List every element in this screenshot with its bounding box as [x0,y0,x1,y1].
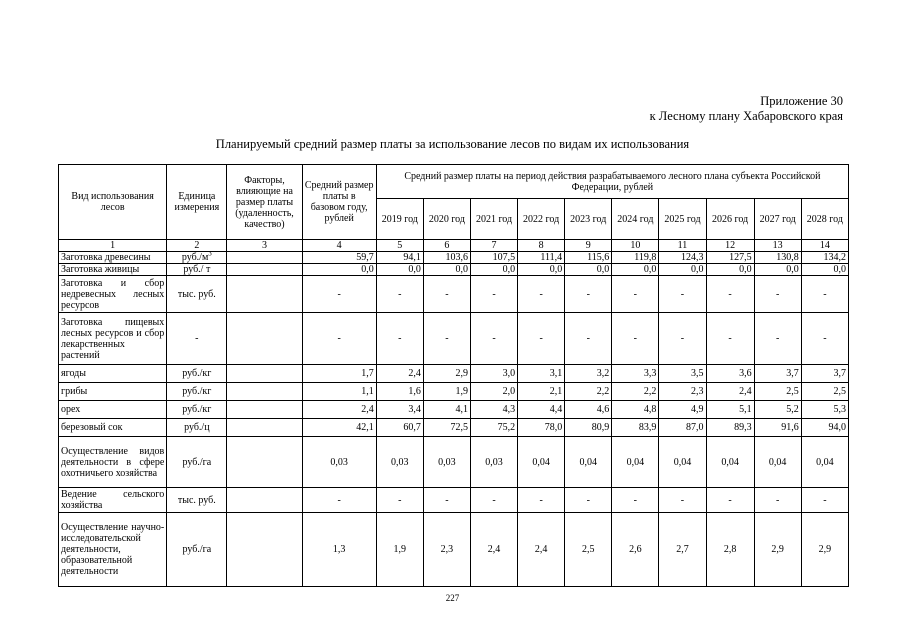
row-factor [227,383,302,401]
row-year-value: 2,5 [565,513,612,587]
document-title: Планируемый средний размер платы за использование лесов по видам их использования [215,137,690,151]
row-year-value: 83,9 [612,419,659,437]
row-year-value: 5,3 [801,401,848,419]
row-unit [167,513,227,587]
header-factors: Факторы, влияющие на размер платы (удаленность, качество) [227,165,302,240]
page-number: 227 [445,593,460,603]
row-year-value: 0,04 [801,437,848,488]
appendix-header [650,94,843,124]
appendix-reference: к Лесному плану Хабаровского края [649,109,843,123]
row-unit [167,488,227,513]
row-unit-text: руб./м [181,252,209,263]
row-year-value: 0,04 [706,437,754,488]
table-body [59,252,849,587]
row-unit [167,313,227,365]
row-unit-text: руб./га [182,544,212,555]
row-year-value: - [376,488,423,513]
row-year-value: 124,3 [659,252,706,264]
row-name: Ведение сельского хозяйства [59,488,167,513]
row-year-value: - [423,276,470,313]
row-year-value: 78,0 [518,419,565,437]
row-name: Заготовка живицы [59,264,167,276]
row-year-value: 2,5 [754,383,801,401]
row-year-value: 91,6 [754,419,801,437]
row-year-value: 3,3 [612,365,659,383]
row-year-value: 130,8 [754,252,801,264]
table-row [59,264,849,276]
row-year-value: 3,4 [376,401,423,419]
row-unit [167,252,227,264]
row-name: Заготовка древесины [59,252,167,264]
table-row [59,252,849,264]
row-unit [167,437,227,488]
table-row [59,437,849,488]
header-year: 2024 год [612,199,659,240]
row-year-value: 3,0 [470,365,517,383]
row-year-value: - [518,276,565,313]
row-year-value: 5,1 [706,401,754,419]
row-name: ягоды [59,365,167,383]
row-year-value: 1,9 [423,383,470,401]
row-base-value: 2,4 [302,401,376,419]
row-year-value: 60,7 [376,419,423,437]
header-base: Средний размер платы в базовом году, рублей [302,165,376,240]
row-base-value: 1,7 [302,365,376,383]
row-year-value: 3,5 [659,365,706,383]
row-factor [227,252,302,264]
row-year-value: 2,4 [376,365,423,383]
row-year-value: 0,0 [376,264,423,276]
row-factor [227,513,302,587]
row-unit [167,264,227,276]
row-year-value: 4,3 [470,401,517,419]
row-year-value: 75,2 [470,419,517,437]
row-unit-text: руб./кг [182,386,212,397]
row-year-value: 94,0 [801,419,848,437]
row-year-value: 2,8 [706,513,754,587]
row-year-value: 4,4 [518,401,565,419]
row-unit-text: руб./кг [182,404,212,415]
column-number: 1 [59,240,167,252]
row-year-value: 1,9 [376,513,423,587]
row-year-value: 4,6 [565,401,612,419]
row-year-value: 0,04 [659,437,706,488]
row-year-value: 2,3 [659,383,706,401]
row-name: березовый сок [59,419,167,437]
row-year-value: 0,03 [376,437,423,488]
header-year: 2020 год [423,199,470,240]
row-year-value: - [612,488,659,513]
row-unit-text: руб./ т [183,264,211,275]
row-factor [227,437,302,488]
row-unit [167,365,227,383]
column-numbers-row [59,240,849,252]
row-factor [227,365,302,383]
row-factor [227,419,302,437]
table-row [59,419,849,437]
row-year-value: 2,2 [565,383,612,401]
row-unit [167,401,227,419]
row-year-value: - [565,313,612,365]
header-year: 2028 год [801,199,848,240]
row-year-value: 2,6 [612,513,659,587]
row-unit-text: тыс. руб. [177,288,216,300]
row-year-value: 2,4 [518,513,565,587]
column-number: 4 [302,240,376,252]
header-year: 2026 год [706,199,754,240]
row-year-value: - [801,313,848,365]
column-number: 11 [659,240,706,252]
row-year-value: 0,03 [423,437,470,488]
row-factor [227,488,302,513]
row-year-value: - [565,488,612,513]
row-year-value: 0,0 [706,264,754,276]
header-year: 2027 год [754,199,801,240]
row-year-value: 0,0 [470,264,517,276]
row-year-value: 115,6 [565,252,612,264]
row-unit-text: - [195,333,199,344]
row-year-value: 2,9 [754,513,801,587]
row-base-value: 42,1 [302,419,376,437]
row-year-value: - [518,313,565,365]
row-unit [167,419,227,437]
header-year: 2019 год [376,199,423,240]
row-year-value: 2,5 [801,383,848,401]
row-year-value: 5,2 [754,401,801,419]
row-factor [227,276,302,313]
row-year-value: 3,2 [565,365,612,383]
row-year-value: 0,0 [612,264,659,276]
column-number: 13 [754,240,801,252]
row-year-value: - [659,276,706,313]
row-year-value: 89,3 [706,419,754,437]
row-year-value: 0,04 [754,437,801,488]
row-year-value: 87,0 [659,419,706,437]
row-year-value: 3,1 [518,365,565,383]
row-year-value: - [659,313,706,365]
column-number: 5 [376,240,423,252]
row-year-value: 2,3 [423,513,470,587]
row-name: Заготовка и сбор недревесных лесных ресурсов [59,276,167,313]
row-year-value: 4,9 [659,401,706,419]
payment-table [58,164,849,587]
column-number: 6 [423,240,470,252]
row-unit-text: руб./га [182,456,212,468]
row-year-value: - [706,313,754,365]
row-year-value: - [754,313,801,365]
row-year-value: 0,0 [801,264,848,276]
header-year: 2025 год [659,199,706,240]
row-year-value: 72,5 [423,419,470,437]
row-year-value: 3,7 [801,365,848,383]
row-year-value: 4,8 [612,401,659,419]
row-unit-text: руб./ц [184,422,210,433]
row-name: Осуществление видов деятельности в сфере охотничьего хозяйства [59,437,167,488]
row-year-value: 127,5 [706,252,754,264]
row-year-value: 1,6 [376,383,423,401]
row-year-value: 0,04 [612,437,659,488]
row-year-value: - [518,488,565,513]
row-year-value: 2,2 [612,383,659,401]
row-base-value: - [302,313,376,365]
column-number: 10 [612,240,659,252]
row-year-value: - [754,276,801,313]
row-unit-superscript: 3 [208,251,212,258]
row-year-value: - [470,276,517,313]
row-year-value: 0,04 [518,437,565,488]
row-year-value: 94,1 [376,252,423,264]
row-year-value: 3,6 [706,365,754,383]
appendix-number: Приложение 30 [760,94,843,108]
row-year-value: - [376,313,423,365]
table-row [59,313,849,365]
row-factor [227,401,302,419]
row-year-value: 0,0 [754,264,801,276]
row-year-value: - [801,488,848,513]
row-base-value: 1,3 [302,513,376,587]
column-number: 14 [801,240,848,252]
row-year-value: 103,6 [423,252,470,264]
row-year-value: 0,0 [423,264,470,276]
row-year-value: 0,0 [659,264,706,276]
row-year-value: 119,8 [612,252,659,264]
row-year-value: - [659,488,706,513]
row-year-value: 3,7 [754,365,801,383]
row-year-value: 2,0 [470,383,517,401]
row-factor [227,264,302,276]
row-year-value: 0,03 [470,437,517,488]
column-number: 12 [706,240,754,252]
table-row [59,488,849,513]
column-number: 8 [518,240,565,252]
row-year-value: 2,9 [423,365,470,383]
row-year-value: 0,0 [565,264,612,276]
row-name: орех [59,401,167,419]
row-year-value: 4,1 [423,401,470,419]
table-row [59,276,849,313]
row-year-value: - [612,313,659,365]
header-year: 2021 год [470,199,517,240]
row-base-value: 0,0 [302,264,376,276]
row-year-value: 2,4 [706,383,754,401]
row-year-value: 0,0 [518,264,565,276]
row-base-value: 0,03 [302,437,376,488]
table-row [59,383,849,401]
header-period: Средний размер платы на период действия разрабатываемого лесного плана субъекта Российской Федерации, рублей [376,165,848,199]
row-unit-text: руб./кг [182,368,212,379]
row-year-value: - [376,276,423,313]
table-row [59,513,849,587]
row-base-value: 59,7 [302,252,376,264]
row-year-value: 2,1 [518,383,565,401]
row-name: Заготовка пищевых лесных ресурсов и сбор лекарственных растений [59,313,167,365]
row-year-value: - [706,488,754,513]
row-year-value: 107,5 [470,252,517,264]
row-year-value: 2,7 [659,513,706,587]
row-year-value: - [423,488,470,513]
column-number: 3 [227,240,302,252]
row-base-value: 1,1 [302,383,376,401]
row-year-value: - [470,313,517,365]
row-year-value: - [754,488,801,513]
header-year: 2023 год [565,199,612,240]
row-year-value: 134,2 [801,252,848,264]
row-year-value: - [470,488,517,513]
row-year-value: - [706,276,754,313]
header-unit: Единица измерения [167,165,227,240]
header-type: Вид использования лесов [59,165,167,240]
row-year-value: 2,4 [470,513,517,587]
table-row [59,365,849,383]
row-base-value: - [302,488,376,513]
column-number: 7 [470,240,517,252]
row-year-value: 111,4 [518,252,565,264]
row-year-value: 2,9 [801,513,848,587]
column-number: 9 [565,240,612,252]
row-unit [167,383,227,401]
row-year-value: - [612,276,659,313]
header-year: 2022 год [518,199,565,240]
row-year-value: - [565,276,612,313]
column-number: 2 [167,240,227,252]
row-year-value: - [423,313,470,365]
row-name: Осуществление научно-исследовательской деятельности, образовательной деятельности [59,513,167,587]
row-name: грибы [59,383,167,401]
row-year-value: 80,9 [565,419,612,437]
table-row [59,401,849,419]
row-year-value: - [801,276,848,313]
row-year-value: 0,04 [565,437,612,488]
row-factor [227,313,302,365]
row-unit [167,276,227,313]
row-base-value: - [302,276,376,313]
row-unit-text: тыс. руб. [177,494,216,506]
